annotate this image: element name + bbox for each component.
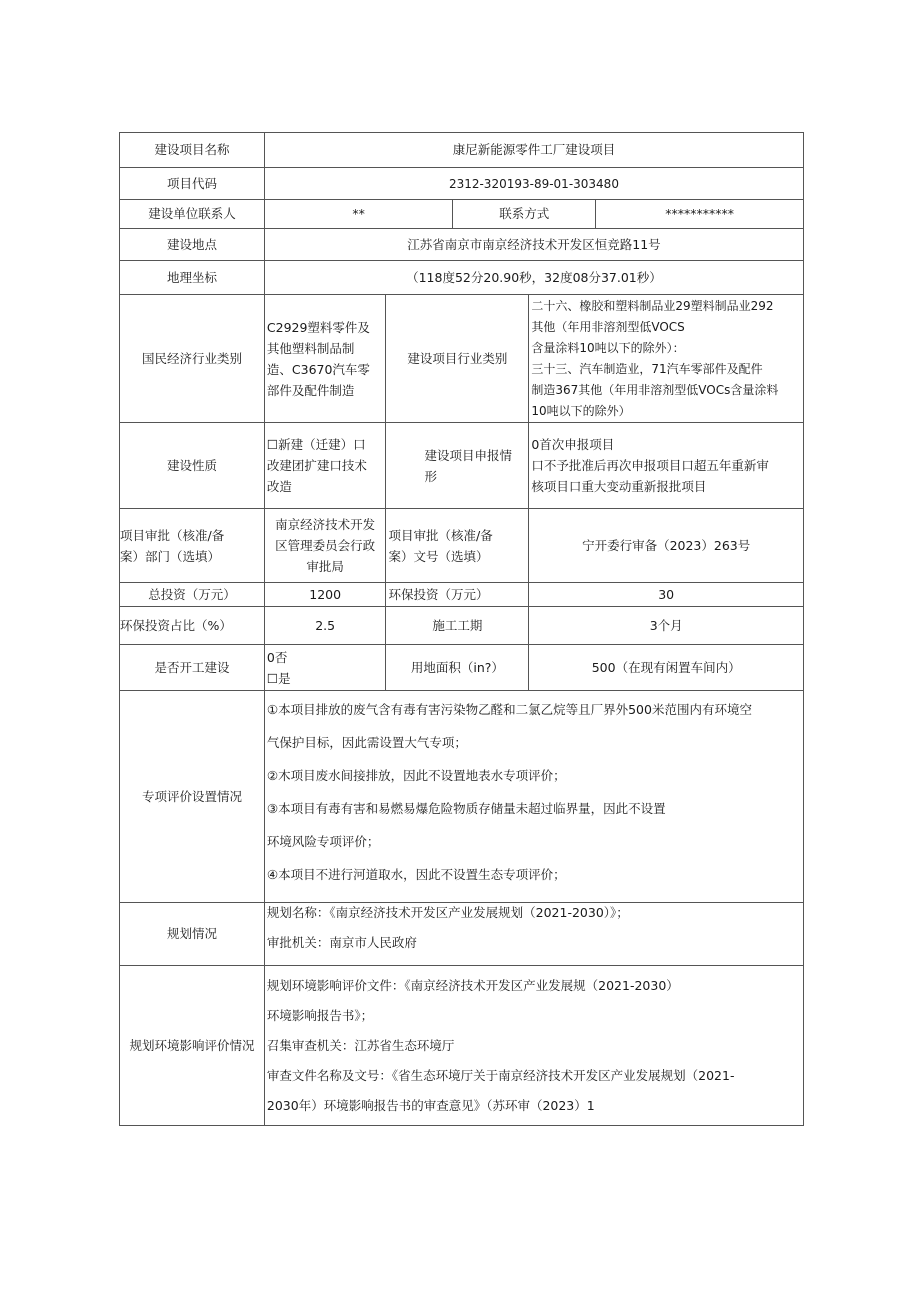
special-eval-content: ①本项目排放的废气含有毒有害污染物乙醛和二氯乙烷等且厂界外500米范围内有环境空 气保护目标，因此需设置大气专项； ②木项目废水间接排放，因此不设置地表水专项评价； ③本项目有毒有害和易燃易爆危险物质存储量未超过临界量，因此不设置 环境风险专项评价； ④本项目不进行河道取水，因此不设置生态专项评价； bbox=[264, 691, 803, 903]
industry-label: 国民经济行业类别 bbox=[120, 295, 265, 423]
project-name-value: 康尼新能源零件工厂建设项目 bbox=[264, 133, 803, 168]
row-planning bbox=[120, 903, 804, 966]
industry-value: C2929塑料零件及 其他塑料制品制 造、C3670汽车零 部件及配件制造 bbox=[264, 295, 386, 423]
contact-method-value: *********** bbox=[596, 200, 804, 229]
row-location bbox=[120, 229, 804, 261]
row-project-code bbox=[120, 168, 804, 200]
row-investment bbox=[120, 583, 804, 607]
planning-eia-content: 规划环境影响评价文件：《南京经济技术开发区产业发展规（2021-2030） 环境影响报告书》； 召集审查机关：江苏省生态环境厅 审查文件名称及文号：《省生态环境厅关于南京经济技术开发区产业发展规划（2021- 2030年）环境影响报告书的审查意见》（苏环审（2023）1 bbox=[264, 966, 803, 1126]
row-planning-eia bbox=[120, 966, 804, 1126]
row-project-name bbox=[120, 133, 804, 168]
planning-content: 规划名称：《南京经济技术开发区产业发展规划（2021-2030）》； 审批机关：南京市人民政府 bbox=[264, 903, 803, 966]
env-investment-label: 环保投资（万元） bbox=[386, 583, 529, 607]
nature-label: 建设性质 bbox=[120, 423, 265, 509]
land-area-value: 500（在现有闲置车间内） bbox=[529, 645, 804, 691]
contact-value: ** bbox=[264, 200, 452, 229]
nature-options: ☐新建（迁建）口 改建团扩建口技术 改造 bbox=[264, 423, 386, 509]
row-contact bbox=[120, 200, 804, 229]
row-special-eval bbox=[120, 691, 804, 903]
row-industry bbox=[120, 295, 804, 423]
total-investment-label: 总投资（万元） bbox=[120, 583, 265, 607]
started-option-yes: ☐是 bbox=[266, 670, 291, 686]
project-code-label: 项目代码 bbox=[120, 168, 265, 200]
approval-dept-value: 南京经济技术开发 区管理委员会行政 审批局 bbox=[264, 509, 386, 583]
application-label: 建设项目申报情 形 bbox=[386, 423, 529, 509]
location-label: 建设地点 bbox=[120, 229, 265, 261]
row-ratio bbox=[120, 607, 804, 645]
approval-doc-value: 宁开委行审备（2023）263号 bbox=[529, 509, 804, 583]
env-investment-value: 30 bbox=[529, 583, 804, 607]
project-name-label: 建设项目名称 bbox=[120, 133, 265, 168]
planning-eia-label: 规划环境影响评价情况 bbox=[120, 966, 265, 1126]
row-coordinates bbox=[120, 261, 804, 295]
row-approval bbox=[120, 509, 804, 583]
application-options: 0首次申报项目 口不予批准后再次申报项目口超五年重新审 核项目口重大变动重新报批项目 bbox=[529, 423, 804, 509]
location-value: 江苏省南京市南京经济技术开发区恒竞路11号 bbox=[264, 229, 803, 261]
project-code-value: 2312-320193-89-01-303480 bbox=[264, 168, 803, 200]
row-nature bbox=[120, 423, 804, 509]
row-started bbox=[120, 645, 804, 691]
special-eval-label: 专项评价设置情况 bbox=[120, 691, 265, 903]
started-label: 是否开工建设 bbox=[120, 645, 265, 691]
total-investment-value: 1200 bbox=[264, 583, 386, 607]
coordinates-label: 地理坐标 bbox=[120, 261, 265, 295]
approval-doc-label: 项目审批（核准/备 案）文号（选填） bbox=[386, 509, 529, 583]
project-category-value: 二十六、橡胶和塑料制品业29塑料制品业292 其他（年用非溶剂型低VOCS 含量涂料10吨以下的除外）： 三十三、汽车制造业，71汽车零部件及配件 制造367其他（年用非溶剂型低VOCs含量涂料 10吨以下的除外） bbox=[529, 295, 804, 423]
env-ratio-label: 环保投资占比（%） bbox=[120, 607, 265, 645]
env-ratio-value: 2.5 bbox=[264, 607, 386, 645]
project-info-table bbox=[119, 132, 804, 1126]
land-area-label: 用地面积（in?） bbox=[386, 645, 529, 691]
construction-period-label: 施工工期 bbox=[386, 607, 529, 645]
started-option-no: 0否 bbox=[266, 649, 288, 665]
started-options bbox=[264, 645, 386, 691]
coordinates-value: （118度52分20.90秒，32度08分37.01秒） bbox=[264, 261, 803, 295]
planning-label: 规划情况 bbox=[120, 903, 265, 966]
construction-period-value: 3个月 bbox=[529, 607, 804, 645]
project-category-label: 建设项目行业类别 bbox=[386, 295, 529, 423]
contact-label: 建设单位联系人 bbox=[120, 200, 265, 229]
approval-dept-label: 项目审批（核准/备 案）部门（选填） bbox=[120, 509, 265, 583]
contact-method-label: 联系方式 bbox=[453, 200, 596, 229]
